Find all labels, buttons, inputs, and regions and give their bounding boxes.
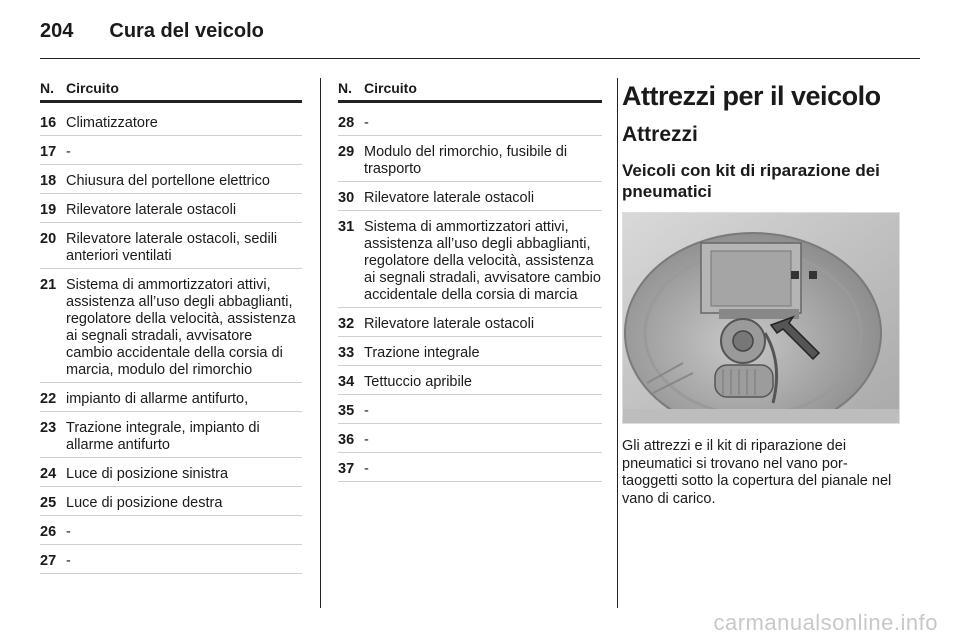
- table-row: [40, 458, 302, 487]
- circuit-name: -: [364, 403, 369, 419]
- tire-repair-kit-image: [623, 213, 899, 423]
- page-title: Cura del veicolo: [109, 19, 264, 42]
- table-row: [40, 107, 302, 136]
- circuit-name: Trazione integrale: [364, 345, 480, 361]
- circuit-name: Rilevatore laterale ostacoli: [364, 190, 535, 206]
- table-body: [40, 107, 302, 574]
- column-header-number: N.: [338, 80, 352, 96]
- table-row: [338, 395, 602, 424]
- circuit-name: -: [66, 524, 71, 540]
- table-row: [338, 366, 602, 395]
- column-divider-2: [617, 78, 618, 608]
- section-heading: Attrezzi per il veicolo: [622, 81, 881, 111]
- table-row: [338, 107, 602, 136]
- fuse-number: 18: [40, 173, 57, 189]
- fuse-number: 31: [338, 219, 355, 235]
- fuse-number: 30: [338, 190, 355, 206]
- header-divider: [40, 58, 920, 59]
- table-row: [338, 182, 602, 211]
- subsection-heading: Attrezzi: [622, 123, 698, 146]
- table-header: [338, 80, 602, 103]
- circuit-name: -: [364, 461, 369, 477]
- table-row: [40, 194, 302, 223]
- table-row: [338, 211, 602, 308]
- watermark: carmanualsonline.info: [713, 610, 938, 635]
- fuse-number: 28: [338, 115, 355, 131]
- circuit-name: -: [364, 115, 369, 131]
- table-row: [40, 165, 302, 194]
- table-body: [338, 107, 602, 482]
- circuit-name: Trazione integrale, impianto di allarme antifurto: [66, 420, 260, 453]
- circuit-name: Rilevatore laterale ostacoli, sedili anteriori ventilati: [66, 231, 278, 264]
- circuit-name: Rilevatore laterale ostacoli: [66, 202, 237, 218]
- table-row: [40, 545, 302, 574]
- table-row: [40, 223, 302, 269]
- fuse-table-2: [338, 80, 602, 482]
- tools-paragraph: Gli attrezzi e il kit di riparazione dei pneumatici si trovano nel vano portaoggetti sotto la copertura del pianale nel vano di carico.: [622, 438, 892, 507]
- fuse-number: 24: [40, 466, 57, 482]
- fuse-number: 16: [40, 115, 57, 131]
- fuse-table-1: [40, 80, 302, 574]
- circuit-name: -: [66, 144, 71, 160]
- circuit-name: Luce di posizione destra: [66, 495, 223, 511]
- circuit-name: Sistema di ammortizzatori attivi, assistenza all’uso degli abbaglianti, regolatore della velocità, assistenza ai segnali stradali, avvisatore cambio accidentale della corsia di marcia, modulo del rimorchio: [66, 277, 296, 378]
- subsubsection-heading: Veicoli con kit di riparazione dei pneumatici: [622, 161, 880, 201]
- fuse-number: 37: [338, 461, 355, 477]
- column-header-circuit: Circuito: [66, 80, 119, 96]
- fuse-number: 33: [338, 345, 355, 361]
- table-row: [40, 487, 302, 516]
- tools-section: [622, 80, 902, 508]
- fuse-number: 34: [338, 374, 355, 390]
- table-row: [338, 136, 602, 182]
- fuse-number: 36: [338, 432, 355, 448]
- column-divider-1: [320, 78, 321, 608]
- fuse-number: 22: [40, 391, 57, 407]
- circuit-name: impianto di allarme antifurto,: [66, 391, 249, 407]
- fuse-number: 20: [40, 231, 57, 247]
- fuse-number: 23: [40, 420, 57, 436]
- circuit-name: -: [66, 553, 71, 569]
- circuit-name: Sistema di ammortizzatori attivi, assistenza all’uso degli abbaglianti, regolatore della velocità, assistenza ai segnali stradali, avvisatore cambio accidentale della corsia di marcia: [364, 219, 601, 303]
- fuse-number: 27: [40, 553, 57, 569]
- fuse-number: 32: [338, 316, 355, 332]
- column-header-circuit: Circuito: [364, 80, 417, 96]
- fuse-number: 25: [40, 495, 57, 511]
- circuit-name: Luce di posizione sinistra: [66, 466, 229, 482]
- table-row: [338, 424, 602, 453]
- table-row: [338, 308, 602, 337]
- tire-repair-kit-illustration: [622, 212, 900, 424]
- fuse-number: 29: [338, 144, 355, 160]
- circuit-name: -: [364, 432, 369, 448]
- fuse-number: 19: [40, 202, 57, 218]
- circuit-name: Climatizzatore: [66, 115, 158, 131]
- table-row: [40, 136, 302, 165]
- fuse-number: 35: [338, 403, 355, 419]
- page-number: 204: [40, 19, 74, 42]
- table-header: [40, 80, 302, 103]
- table-row: [338, 337, 602, 366]
- circuit-name: Chiusura del portellone elettrico: [66, 173, 270, 189]
- table-row: [40, 383, 302, 412]
- table-row: [40, 412, 302, 458]
- page-header: [40, 16, 264, 46]
- fuse-number: 21: [40, 277, 57, 293]
- table-row: [40, 516, 302, 545]
- table-row: [40, 269, 302, 383]
- table-row: [338, 453, 602, 482]
- circuit-name: Modulo del rimorchio, fusibile di trasporto: [364, 144, 568, 177]
- fuse-number: 17: [40, 144, 57, 160]
- column-header-number: N.: [40, 80, 54, 96]
- fuse-number: 26: [40, 524, 57, 540]
- circuit-name: Rilevatore laterale ostacoli: [364, 316, 535, 332]
- circuit-name: Tettuccio apribile: [364, 374, 472, 390]
